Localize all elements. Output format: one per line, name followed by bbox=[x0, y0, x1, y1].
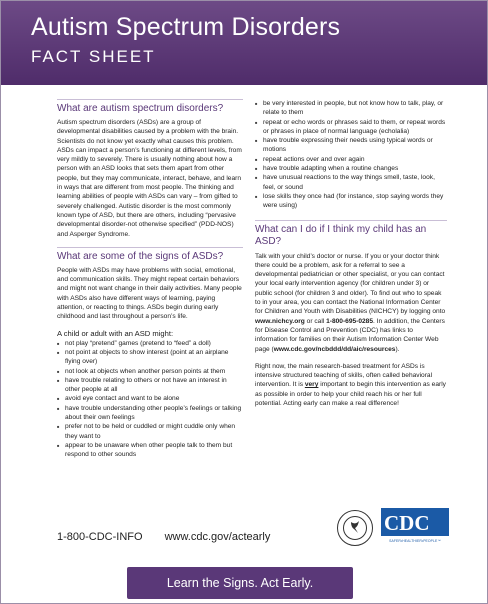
cdc-logo-box bbox=[381, 508, 449, 536]
list-item: ■ be very interested in people, but not know how to talk, play, or relate to them bbox=[255, 99, 447, 118]
list-item: ■ lose skills they once had (for instance, stop saying words they were using) bbox=[255, 192, 447, 211]
text-run: ). bbox=[395, 345, 400, 353]
page-subtitle: FACT SHEET bbox=[31, 47, 156, 66]
text-run: important to begin this intervention as early as possible in order to help your child reach his or her full potential. Acting early can make a real difference! bbox=[255, 381, 446, 408]
learn-the-signs-banner bbox=[127, 567, 353, 599]
cdc-resources-link[interactable]: www.cdc.gov/ncbddd/dd/aic/resources bbox=[273, 345, 396, 353]
banner-text: Learn the Signs. Act Early. bbox=[166, 576, 314, 590]
nichcy-phone: 1-800-695-0285 bbox=[326, 317, 374, 325]
actearly-link[interactable]: www.cdc.gov/actearly bbox=[164, 531, 271, 543]
list-item: ■ repeat or echo words or phrases said to them, or repeat words or phrases in place of normal language (echolalia) bbox=[255, 118, 447, 137]
list-item: ■ have trouble adapting when a routine changes bbox=[255, 164, 447, 173]
left-column bbox=[57, 99, 243, 460]
phone-number: 1-800-CDC-INFO bbox=[57, 531, 143, 543]
list-item: ■ repeat actions over and over again bbox=[255, 155, 447, 164]
right-column bbox=[255, 99, 447, 408]
hhs-seal-icon bbox=[337, 510, 373, 546]
emphasis-very: very bbox=[304, 381, 319, 389]
cdc-tagline: SAFER•HEALTHIER•PEOPLE™ bbox=[389, 539, 441, 543]
text-run: Right now, the main research-based treatment for ASDs is intensive structured teaching of skills, often called behavioral intervention. It is bbox=[255, 362, 433, 389]
section-heading-what-are-asds: What are autism spectrum disorders? bbox=[57, 99, 243, 115]
section-heading-signs: What are some of the signs of ASDs? bbox=[57, 247, 243, 263]
list-item: ■ have unusual reactions to the way things smell, taste, look, feel, or sound bbox=[255, 173, 447, 192]
cdc-logo-letters: CDC bbox=[384, 511, 430, 535]
text-run: . In addition, the Centers for Disease Control and Prevention (CDC) has links to information for families on their Autism Information Center Web page ( bbox=[255, 317, 445, 353]
list-item: ■ have trouble relating to others or not have an interest in other people at all bbox=[57, 376, 243, 395]
nichcy-link[interactable]: www.nichcy.org bbox=[255, 317, 305, 325]
list-item: ■ have trouble understanding other people’s feelings or talking about their own feelings bbox=[57, 404, 243, 423]
page-title: Autism Spectrum Disorders bbox=[31, 13, 341, 41]
signs-list-left bbox=[57, 339, 243, 460]
text-run: Talk with your child’s doctor or nurse. If you or your doctor think there could be a problem, ask for a referral to see a developmental pediatrician or other specialist, or you can contact your local early intervention agency (for children under 3) or public school (for children 3 and older). To find out who to speak to in your area, you can contact the National Information Center for Children and Youth with Disabilities (NICHCY) by logging onto bbox=[255, 252, 446, 316]
list-item: ■ have trouble expressing their needs using typical words or motions bbox=[255, 136, 447, 155]
list-item: ■ prefer not to be held or cuddled or might cuddle only when they want to bbox=[57, 422, 243, 441]
list-item: ■ not point at objects to show interest (point at an airplane flying over) bbox=[57, 348, 243, 367]
paragraph-treatment bbox=[255, 362, 447, 408]
signs-list-right bbox=[255, 99, 447, 211]
list-item: ■ not look at objects when another person points at them bbox=[57, 367, 243, 376]
section-heading-what-can-i-do: What can I do if I think my child has an ASD? bbox=[255, 220, 447, 248]
header-banner bbox=[1, 1, 488, 85]
list-item: ■ appear to be unaware when other people talk to them but respond to other sounds bbox=[57, 441, 243, 460]
list-item: ■ not play “pretend” games (pretend to “feed” a doll) bbox=[57, 339, 243, 348]
contact-line bbox=[57, 531, 270, 543]
paragraph-what-can-i-do bbox=[255, 252, 447, 354]
paragraph-signs: People with ASDs may have problems with social, emotional, and communication skills. They might repeat certain behaviors and might not want change in their daily activities. Many people with ASDs also have different ways of learning, paying attention, or reacting to things. ASDs begin during early childhood and last throughout a person’s life. bbox=[57, 266, 242, 321]
paragraph-what-are-asds: Autism spectrum disorders (ASDs) are a group of developmental disabilities caused by a problem with the brain. Scientists do not know yet exactly what causes this problem. ASDs can impact a person’s functioning at different levels, from very mildly to severely. There is usually nothing about how a person with an ASD looks that sets them apart from other people, but they may communicate, interact, behave, and learn in ways that are different from most people. The thinking and learning abilities of people with ASDs can vary – from gifted to severely challenged. Autistic disorder is the most commonly known type of ASD, but there are others, including “pervasive developmental disorder-not otherwise specified” (PDD-NOS) and Asperger Syndrome. bbox=[57, 119, 242, 238]
list-intro: A child or adult with an ASD might: bbox=[57, 328, 174, 338]
list-item: ■ avoid eye contact and want to be alone bbox=[57, 394, 243, 403]
cdc-logo bbox=[381, 508, 449, 548]
text-run: or call bbox=[304, 317, 327, 325]
